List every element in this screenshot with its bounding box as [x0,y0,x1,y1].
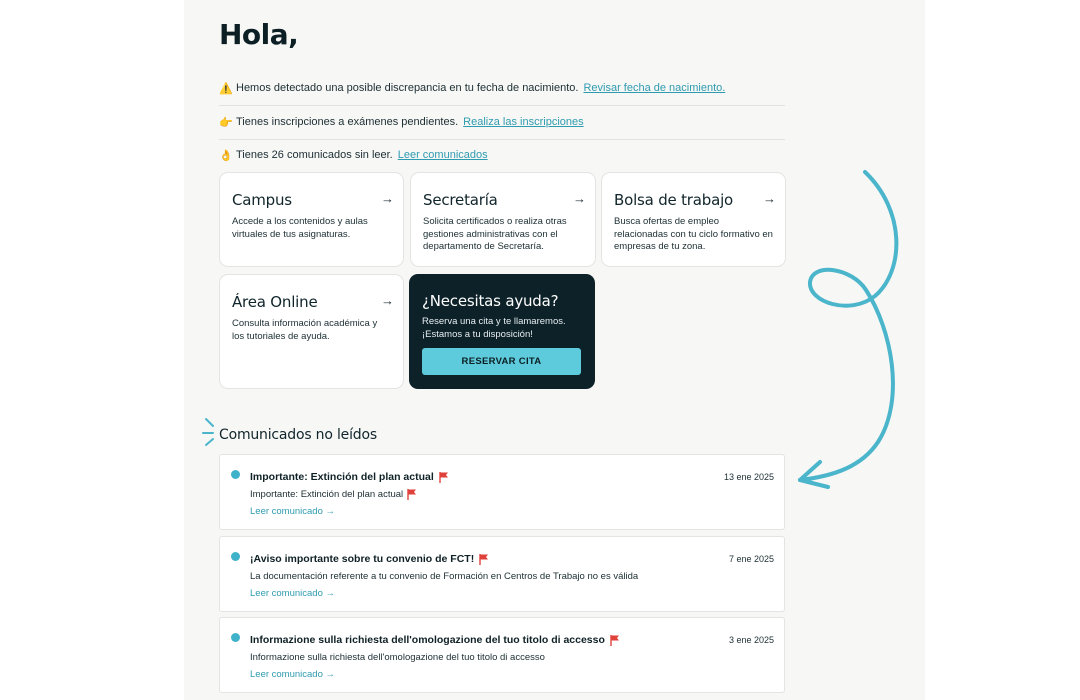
message-preview [250,652,545,663]
message-item[interactable] [219,617,785,693]
message-date: 13 ene 2025 [723,472,774,482]
message-subject-text: ¡Aviso importante sobre tu convenio de FCT! [250,553,475,565]
notice-text: Tienes 26 comunicados sin leer. [236,149,393,161]
message-date: 3 ene 2025 [728,635,774,645]
card-description: Busca ofertas de empleo relacionadas con tu ciclo formativo en empresas de tu zona. [614,216,773,252]
message-preview-text: La documentación referente a tu convenio de Formación en Centros de Trabajo no es válida [250,571,639,582]
exam-registration-link[interactable]: Realiza las inscripciones [463,116,584,128]
section-title: Comunicados no leídos [219,427,377,443]
message-preview-text: Importante: Extinción del plan actual [250,489,404,500]
help-text-line1: Reserva una cita y te llamaremos. [422,316,566,327]
arrow-right-icon: → [763,191,776,206]
message-preview [250,489,417,500]
message-preview-text: Informazione sulla richiesta dell'omologazione del tuo titolo di accesso [250,652,545,663]
notice-exams [219,112,785,132]
help-text-line2: ¡Estamos a tu disposición! [422,328,533,340]
unread-dot [231,633,240,642]
arrow-right-icon: → [381,191,394,206]
message-subject[interactable] [250,634,620,646]
campus-card[interactable] [219,172,404,267]
message-subject-text: Importante: Extinción del plan actual [250,471,434,483]
message-date: 7 ene 2025 [728,554,774,564]
card-title: Bolsa de trabajo [614,191,734,209]
flag-icon [407,489,417,500]
unread-dot [231,470,240,479]
card-description: Consulta información académica y los tutoriales de ayuda. [232,318,378,342]
flag-icon [610,635,620,646]
notice-messages [219,145,785,165]
notice-text: Tienes inscripciones a exámenes pendientes. [236,116,459,128]
book-appointment-button[interactable]: RESERVAR CITA [422,348,581,375]
online-area-card[interactable] [219,274,404,389]
message-preview [250,571,638,582]
card-description: Solicita certificados o realiza otras gestiones administrativas con el departamento de Secretaría. [423,216,567,252]
flag-icon [439,472,449,483]
help-title: ¿Necesitas ayuda? [422,292,559,310]
review-birthdate-link[interactable]: Revisar fecha de nacimiento. [583,82,726,94]
secretaria-card[interactable] [410,172,596,267]
decorative-loop-arrow [790,165,910,495]
notice-text: Hemos detectado una posible discrepancia en tu fecha de nacimiento. [236,82,579,94]
greeting-title: Hola, [219,18,299,51]
message-subject[interactable] [250,553,489,565]
card-title: Secretaría [423,191,498,209]
read-message-link[interactable]: Leer comunicado → [250,506,336,517]
warning-icon: ⚠️ [219,82,233,95]
message-subject-text: Informazione sulla richiesta dell'omologazione del tuo titolo di accesso [250,634,605,646]
arrow-right-icon: → [381,293,394,308]
pointing-hand-icon: 👉 [219,116,233,129]
card-title: Área Online [232,293,318,311]
message-subject[interactable] [250,471,449,483]
arrow-right-icon: → [573,191,586,206]
divider [219,105,785,106]
card-title: Campus [232,191,292,209]
message-item[interactable] [219,536,785,612]
help-card [409,274,595,389]
job-board-card[interactable] [601,172,786,267]
sparkle-icon [200,416,220,448]
card-description: Accede a los contenidos y aulas virtuales de tus asignaturas. [232,216,368,240]
read-messages-link[interactable]: Leer comunicados [397,149,488,161]
divider [219,139,785,140]
ok-hand-icon: 👌 [219,149,233,162]
flag-icon [479,554,489,565]
read-message-link[interactable]: Leer comunicado → [250,588,336,599]
unread-dot [231,552,240,561]
notice-birthdate [219,78,785,98]
read-message-link[interactable]: Leer comunicado → [250,669,336,680]
message-item[interactable] [219,454,785,530]
